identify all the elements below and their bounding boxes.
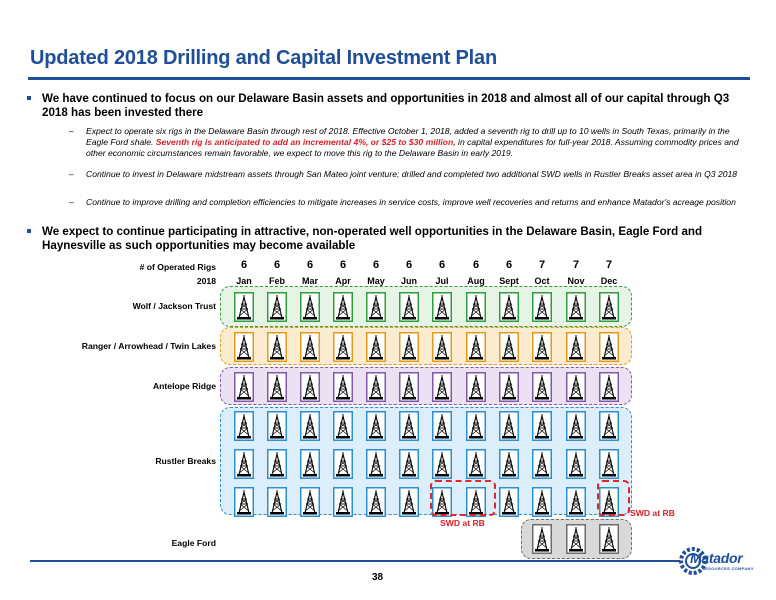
row-label-wolf: Wolf / Jackson Trust [132,301,216,311]
row-label-antelope: Antelope Ridge [152,381,216,391]
drilling-rig-icon [599,332,619,362]
rig-count-jan: 6 [240,259,248,271]
drilling-rig-icon [366,372,386,402]
drilling-rig-icon [432,449,452,479]
drilling-rig-icon [599,372,619,402]
month-feb: Feb [268,276,285,286]
drilling-rig-icon [499,411,519,441]
drilling-rig-icon [566,524,586,554]
drilling-rig-icon [300,332,320,362]
month-apr: Apr [335,276,351,286]
drilling-rig-icon [399,449,419,479]
month-jun: Jun [400,276,417,286]
drilling-rig-icon [599,524,619,554]
row-label-rustler: Rustler Breaks [155,456,216,466]
drilling-rig-icon [234,372,254,402]
dash-icon: – [69,126,74,136]
drilling-rig-icon [333,487,353,517]
rig-count-nov: 7 [572,259,580,271]
drilling-rig-icon [499,292,519,322]
drilling-rig-icon [599,449,619,479]
month-aug: Aug [467,276,485,286]
drilling-rig-icon [300,487,320,517]
drilling-rig-icon [466,372,486,402]
month-may: May [367,276,385,286]
drilling-rig-icon [234,487,254,517]
rig-count-dec: 7 [605,259,613,271]
drilling-rig-icon [267,487,287,517]
drilling-rig-icon [432,372,452,402]
drilling-rig-icon [366,332,386,362]
sub-bullet-2-text: Continue to invest in Delaware midstream assets through San Mateo joint venture; drilled and completed two additional SWD wells in Rustler Breaks asset area in Q3 2018 [86,169,738,179]
drilling-rig-icon [566,332,586,362]
drilling-rig-icon [532,411,552,441]
drilling-rig-icon [499,449,519,479]
page-number: 38 [372,572,384,583]
row-label-ranger: Ranger / Arrowhead / Twin Lakes [81,341,216,351]
drilling-rig-icon [267,411,287,441]
drilling-rig-icon [566,372,586,402]
title-divider [28,77,750,80]
rig-count-jun: 6 [405,259,413,271]
rig-count-aug: 6 [472,259,480,271]
bullet-1-text: We have continued to focus on our Delaware Basin assets and opportunities in 2018 and almost all of our capital through Q3 2018 has been invested there [42,92,730,119]
month-jul: Jul [435,276,449,286]
drilling-rig-icon [466,449,486,479]
drilling-rig-icon [300,411,320,441]
row-label-eagle-ford: Eagle Ford [171,538,216,548]
drilling-rig-icon [366,449,386,479]
rig-count-oct: 7 [538,259,546,271]
drilling-rig-icon [399,332,419,362]
drilling-rig-icon [532,487,552,517]
month-oct: Oct [534,276,550,286]
drilling-rig-icon [267,292,287,322]
swd-highlight-1 [430,480,496,516]
drilling-rig-icon [399,411,419,441]
drilling-rig-icon [300,292,320,322]
bullet-2-text: We expect to continue participating in attractive, non-operated well opportunities in the Delaware Basin, Eagle Ford and Haynesville as such opportunities may become available [42,225,703,252]
drilling-rig-icon [300,449,320,479]
year-label: 2018 [196,276,216,286]
dash-icon: – [69,169,74,179]
rig-count-jul: 6 [438,259,446,271]
drilling-rig-icon [532,332,552,362]
bullet-square-icon [27,96,31,100]
drilling-rig-icon [366,292,386,322]
bullet-2 [42,225,752,253]
drilling-rig-icon [234,332,254,362]
month-sept: Sept [499,276,519,286]
drilling-rig-icon [300,372,320,402]
rig-count-may: 6 [372,259,380,271]
drilling-rig-icon [566,487,586,517]
month-mar: Mar [301,276,318,286]
dash-icon: – [69,197,74,207]
drilling-rig-icon [432,292,452,322]
drilling-rig-icon [566,449,586,479]
month-jan: Jan [236,276,252,286]
bullet-square-icon [27,229,31,233]
drilling-rig-icon [432,411,452,441]
drilling-rig-icon [599,292,619,322]
drilling-rig-icon [399,292,419,322]
sub-bullet-3 [69,197,750,208]
swd-label-2: SWD at RB [630,508,675,518]
drilling-rig-icon [333,411,353,441]
drilling-rig-icon [566,411,586,441]
drilling-rig-icon [234,411,254,441]
page-title: Updated 2018 Drilling and Capital Investment Plan [30,47,497,69]
sub-bullet-1 [69,126,750,159]
matador-logo [676,540,758,584]
drilling-rig-icon [234,449,254,479]
rig-count-feb: 6 [273,259,281,271]
drilling-rig-icon [566,292,586,322]
drilling-rig-icon [366,411,386,441]
swd-label-1: SWD at RB [440,518,485,528]
drilling-rig-icon [267,372,287,402]
drilling-rig-icon [399,487,419,517]
rig-count-sept: 6 [505,259,513,271]
drilling-rig-icon [333,372,353,402]
drilling-rig-icon [333,332,353,362]
drilling-rig-icon [532,449,552,479]
drilling-rig-icon [499,332,519,362]
rig-count-apr: 6 [339,259,347,271]
logo-subtext: RESOURCES COMPANY [702,566,754,571]
drilling-rig-icon [532,292,552,322]
logo-wordmark: Matador [690,550,743,566]
rig-count-mar: 6 [306,259,314,271]
drilling-rig-icon [432,332,452,362]
drilling-rig-icon [532,524,552,554]
sub-bullet-3-text: Continue to improve drilling and completion efficiencies to mitigate increases in service costs, improve well recoveries and returns and enhance Matador's acreage position [86,197,736,207]
drilling-rig-icon [267,449,287,479]
drilling-rig-icon [267,332,287,362]
rigs-count-label: # of Operated Rigs [139,262,216,272]
drilling-rig-icon [466,332,486,362]
drilling-rig-icon [599,411,619,441]
drilling-rig-icon [399,372,419,402]
sub-bullet-2 [69,169,750,180]
month-nov: Nov [567,276,585,286]
drilling-rig-icon [466,411,486,441]
sub-bullet-1-text-end: in capital expenditures for full-year 2018. Assuming commodity prices and other economic circumstances remain favorable, we expect to move this rig to the Delaware Basin in early 2019. [86,137,739,158]
bullet-1 [42,92,752,120]
swd-highlight-2 [597,480,630,516]
drilling-rig-icon [499,487,519,517]
drilling-rig-icon [466,292,486,322]
drilling-rig-icon [333,449,353,479]
sub-bullet-1-highlight: Seventh rig is anticipated to add an incremental 4%, or $25 to $30 million, [155,137,456,147]
drilling-rig-icon [499,372,519,402]
drilling-rig-icon [234,292,254,322]
drilling-rig-icon [366,487,386,517]
month-dec: Dec [600,276,618,286]
drilling-rig-icon [333,292,353,322]
sub-bullet-1-text: Expect to operate six rigs in the Delaware Basin through rest of 2018. Effective October 1, 2018, added a seventh rig to drill up to 10 wells in South Texas, primarily in the Eagle Ford shale. [86,126,730,147]
drilling-rig-icon [532,372,552,402]
footer-divider [30,560,680,562]
